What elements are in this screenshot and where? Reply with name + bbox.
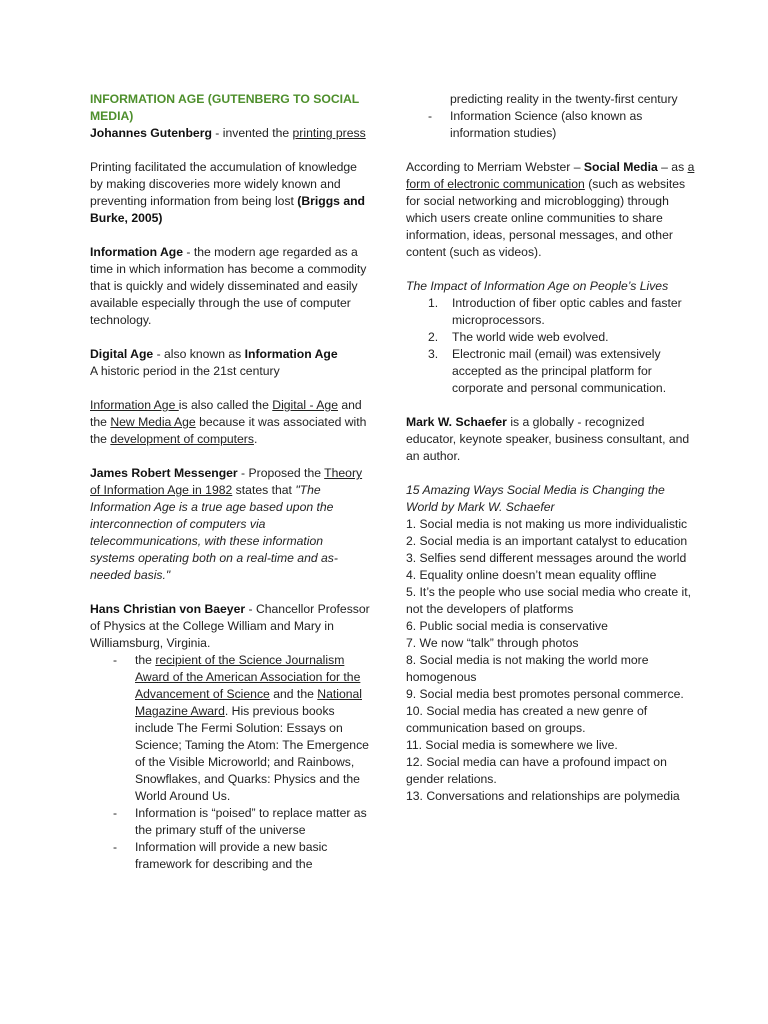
ways-item: 7. We now “talk” through photos xyxy=(406,636,579,650)
left-column xyxy=(90,91,370,873)
list-item: - Information is “poised” to replace matter as the primary stuff of the universe xyxy=(113,806,367,837)
digital-age-paragraph: Digital Age - also known as Information Age A historic period in the 21st century xyxy=(90,347,338,378)
list-item: - Information Science (also known as information studies) xyxy=(428,109,643,140)
ways-item: 11. Social media is somewhere we live. xyxy=(406,738,618,752)
impact-item: 3. Electronic mail (email) was extensively accepted as the principal platform for corporate and personal communication. xyxy=(428,347,667,395)
ways-item: 2. Social media is an important catalyst to education xyxy=(406,534,688,548)
ways-title: 15 Amazing Ways Social Media is Changing the World by Mark W. Schaefer xyxy=(406,483,665,514)
ways-item: 1. Social media is not making us more individualistic xyxy=(406,517,688,531)
digital-age-term: Digital Age xyxy=(90,347,154,361)
messenger-name: James Robert Messenger xyxy=(90,466,238,480)
citation: (Briggs and Burke, 2005) xyxy=(90,194,366,225)
list-item: - Information will provide a new basic framework for describing and the xyxy=(113,840,328,871)
ways-item: 9. Social media best promotes personal commerce. xyxy=(406,687,684,701)
messenger-quote: "The Information Age is a true age based upon the interconnection of computers via telecommunications, with these information systems operating both on a real-time and as-needed basis." xyxy=(90,483,338,582)
information-age-paragraph: Information Age - the modern age regarded as a time in which information has become a commodity that is quickly and widely disseminated and easily available especially through the use of computer technology. xyxy=(90,245,367,327)
baeyer-bullet-list xyxy=(90,652,370,873)
ways-item: 3. Selfies send different messages around the world xyxy=(406,551,687,565)
information-age-term: Information Age xyxy=(90,245,183,259)
social-media-term: Social Media xyxy=(583,160,658,174)
impact-title: The Impact of Information Age on People’s Lives xyxy=(406,279,669,293)
gutenberg-paragraph: Johannes Gutenberg - invented the printing press xyxy=(90,126,366,140)
printing-press-link: printing press xyxy=(292,126,366,140)
magazine-award-link: National Magazine Award xyxy=(135,687,362,718)
impact-item: 2. The world wide web evolved. xyxy=(428,330,609,344)
schaefer-paragraph: Mark W. Schaefer is a globally - recognized educator, keynote speaker, business consultant, and an author. xyxy=(406,415,690,463)
baeyer-name: Hans Christian von Baeyer xyxy=(90,602,246,616)
merriam-paragraph: According to Merriam Webster – Social Media – as a form of electronic communication (such as websites for social networking and microblogging) through which users create online communities to share information, ideas, personal messages, and other content (such as videos). xyxy=(406,160,695,259)
theory-link: Theory of Information Age in 1982 xyxy=(90,466,363,497)
messenger-paragraph: James Robert Messenger - Proposed the Theory of Information Age in 1982 states that "The Information Age is a true age based upon the interconnection of computers via telecommunications, with these information systems operating both on a real-time and as-needed basis." xyxy=(90,466,363,582)
ways-list xyxy=(406,516,696,805)
also-called-paragraph: Information Age is also called the Digital - Age and the New Media Age because it was associated with the development of computers. xyxy=(90,398,367,446)
continued-bullet-list xyxy=(405,91,696,142)
electronic-communication-link: a form of electronic communication xyxy=(406,160,695,191)
ways-item: 10. Social media has created a new genre of communication based on groups. xyxy=(406,704,648,735)
list-item-continued: predicting reality in the twenty-first century xyxy=(450,92,678,106)
impact-item: 1. Introduction of fiber optic cables and faster microprocessors. xyxy=(428,296,682,327)
impact-list xyxy=(406,295,696,397)
list-item: - the recipient of the Science Journalism Award of the American Association for the Advancement of Science and the National Magazine Award. His previous books include The Fermi Solution: Essays on Science; Taming the Atom: The Emergence of the Visible Microworld; and Rainbows, Snowflakes, and Quarks: Physics and the World Around Us. xyxy=(113,653,369,803)
award-link: recipient of the Science Journalism Award of the American Association for the Advancement of Science xyxy=(135,653,361,701)
ways-item: 8. Social media is not making the world more homogenous xyxy=(406,653,649,684)
ways-item: 12. Social media can have a profound impact on gender relations. xyxy=(406,755,667,786)
right-column xyxy=(406,91,696,805)
schaefer-name: Mark W. Schaefer xyxy=(406,415,507,429)
printing-paragraph: Printing facilitated the accumulation of knowledge by making discoveries more widely known and preventing information from being lost (Briggs and Burke, 2005) xyxy=(90,160,366,225)
ways-item: 4. Equality online doesn’t mean equality offline xyxy=(406,568,657,582)
ways-item: 5. It’s the people who use social media who create it, not the developers of platforms xyxy=(406,585,691,616)
gutenberg-name: Johannes Gutenberg xyxy=(90,126,212,140)
ways-item: 6. Public social media is conservative xyxy=(406,619,608,633)
section-heading: INFORMATION AGE (GUTENBERG TO SOCIAL MEDIA) xyxy=(90,92,360,123)
ways-item: 13. Conversations and relationships are polymedia xyxy=(406,789,680,803)
baeyer-paragraph: Hans Christian von Baeyer - Chancellor Professor of Physics at the College William and Mary in Williamsburg, Virginia. xyxy=(90,602,370,650)
